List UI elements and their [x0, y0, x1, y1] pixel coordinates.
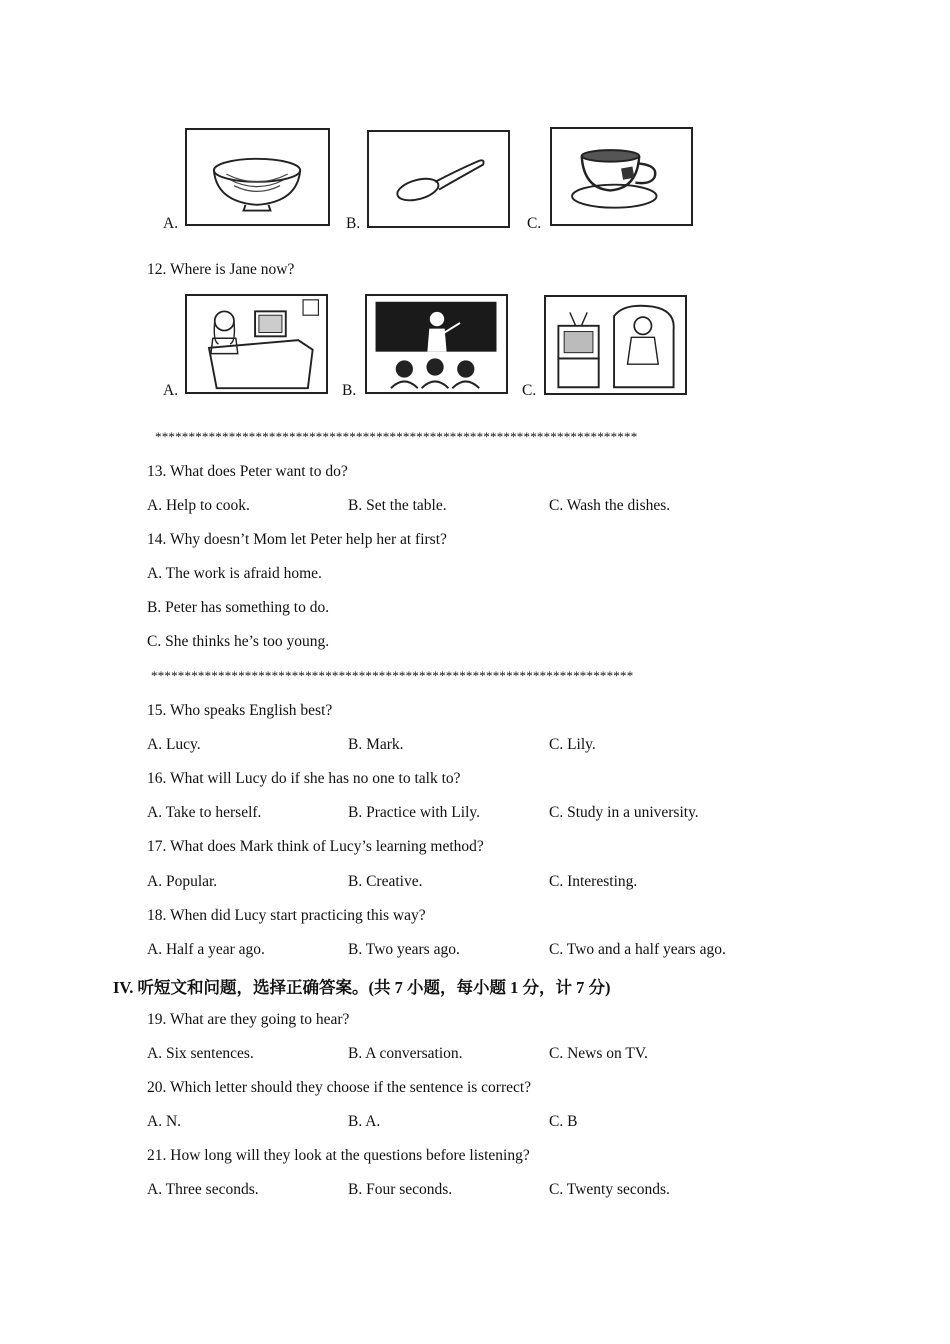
q14-option-b[interactable]: B. Peter has something to do. — [147, 599, 330, 616]
q12-label-b: B. — [342, 382, 357, 399]
q19-option-c[interactable]: C. News on TV. — [549, 1045, 648, 1062]
q20-option-c[interactable]: C. B — [549, 1113, 578, 1130]
q19-option-a[interactable]: A. Six sentences. — [147, 1045, 254, 1062]
separator-stars: ************************************************************************ — [155, 429, 638, 444]
q16-option-b[interactable]: B. Practice with Lily. — [348, 804, 481, 821]
q15-option-b[interactable]: B. Mark. — [348, 736, 404, 753]
section-4-heading: IV. 听短文和问题，选择正确答案。(共 7 小题，每小题 1 分，计 7 分) — [113, 978, 611, 997]
q21-option-b[interactable]: B. Four seconds. — [348, 1181, 453, 1198]
q17-option-c[interactable]: C. Interesting. — [549, 873, 638, 890]
q21-option-c[interactable]: C. Twenty seconds. — [549, 1181, 670, 1198]
question-17: 17. What does Mark think of Lucy’s learning method? — [147, 838, 484, 855]
girl-watching-tv-icon[interactable] — [544, 295, 687, 395]
q19-option-b[interactable]: B. A conversation. — [348, 1045, 463, 1062]
q20-option-b[interactable]: B. A. — [348, 1113, 381, 1130]
q14-option-a[interactable]: A. The work is afraid home. — [147, 565, 322, 582]
separator-stars: ************************************************************************ — [151, 668, 634, 683]
q20-option-a[interactable]: A. N. — [147, 1113, 182, 1130]
q13-option-b[interactable]: B. Set the table. — [348, 497, 447, 514]
question-16: 16. What will Lucy do if she has no one to talk to? — [147, 770, 461, 787]
question-18: 18. When did Lucy start practicing this way? — [147, 907, 426, 924]
q16-option-c[interactable]: C. Study in a university. — [549, 804, 699, 821]
classroom-teacher-icon[interactable] — [365, 294, 508, 394]
q13-option-c[interactable]: C. Wash the dishes. — [549, 497, 671, 514]
question-12: 12. Where is Jane now? — [147, 261, 295, 278]
question-20: 20. Which letter should they choose if the sentence is correct? — [147, 1079, 532, 1096]
q16-option-a[interactable]: A. Take to herself. — [147, 804, 262, 821]
cup-of-tea-icon[interactable] — [550, 127, 693, 226]
q12-label-c: C. — [522, 382, 537, 399]
q11-label-a: A. — [163, 215, 179, 232]
question-21: 21. How long will they look at the questions before listening? — [147, 1147, 530, 1164]
q17-option-a[interactable]: A. Popular. — [147, 873, 218, 890]
q18-option-c[interactable]: C. Two and a half years ago. — [549, 941, 726, 958]
q12-label-a: A. — [163, 382, 179, 399]
q15-option-c[interactable]: C. Lily. — [549, 736, 596, 753]
question-14: 14. Why doesn’t Mom let Peter help her at first? — [147, 531, 447, 548]
question-19: 19. What are they going to hear? — [147, 1011, 350, 1028]
q11-label-b: B. — [346, 215, 361, 232]
spoon-icon[interactable] — [367, 130, 510, 228]
q11-label-c: C. — [527, 215, 542, 232]
question-13: 13. What does Peter want to do? — [147, 463, 348, 480]
question-15: 15. Who speaks English best? — [147, 702, 333, 719]
q18-option-a[interactable]: A. Half a year ago. — [147, 941, 265, 958]
q21-option-a[interactable]: A. Three seconds. — [147, 1181, 259, 1198]
q13-option-a[interactable]: A. Help to cook. — [147, 497, 250, 514]
q18-option-b[interactable]: B. Two years ago. — [348, 941, 460, 958]
girl-at-computer-icon[interactable] — [185, 294, 328, 394]
q15-option-a[interactable]: A. Lucy. — [147, 736, 201, 753]
q14-option-c[interactable]: C. She thinks he’s too young. — [147, 633, 330, 650]
bowl-of-noodles-icon[interactable] — [185, 128, 330, 226]
q17-option-b[interactable]: B. Creative. — [348, 873, 423, 890]
